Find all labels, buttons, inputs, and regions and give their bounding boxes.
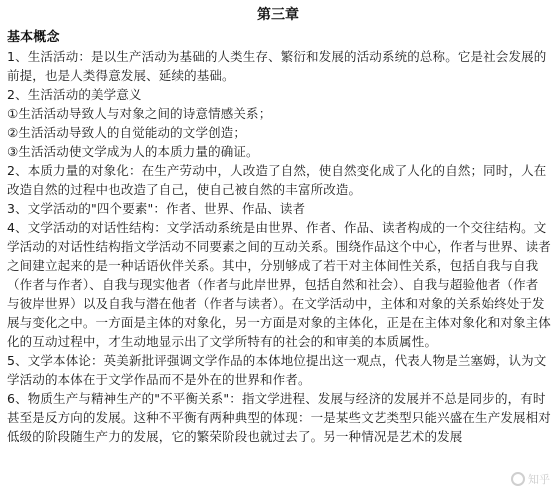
zhihu-logo-icon	[511, 472, 525, 486]
watermark	[511, 471, 550, 487]
paragraph-5: ③生活活动使文学成为人的本质力量的确证。	[7, 144, 259, 159]
watermark-text: 知乎	[528, 473, 550, 486]
paragraph-1: 1、生活活动：是以生产活动为基础的人类生存、繁衍和发展的活动系统的总称。它是社会发展的前提，也是人类得意发展、延续的基础。	[7, 49, 547, 83]
paragraph-3: ①生活活动导致人与对象之间的诗意情感关系；	[7, 106, 272, 121]
paragraph-9: 5、文学本体论：英美新批评强调文学作品的本体地位提出这一观点，代表人物是兰塞姆，认为文学活动的本体在于文学作品而不是外在的世界和作者。	[7, 353, 547, 387]
paragraph-8: 4、文学活动的对话性结构：文学活动系统是由世界、作者、作品、读者构成的一个交往结构。文学活动的对话性结构指文学活动不同要素之间的互动关系。围绕作品这个中心，作者与世界、读者之间建立起来的是一种话语伙伴关系。其中，分别够成了若干对主体间性关系，包括自我与自我（作者与作者）、自我与现实他者（作者与此岸世界，包括自然和社会）、自我与超验他者（作者与彼岸世界）以及自我与潜在他者（作者与读者）。在文学活动中，主体和对象的关系始终处于发展与变化之中。一方面是主体的对象化，另一方面是对象的主体化，正是在主体对象化和对象主体化的互动过程中，才生动地显示出了文学所特有的社会的和审美的本质属性。	[7, 220, 551, 349]
paragraph-7: 3、文学活动的"四个要素"：作者、世界、作品、读者	[7, 201, 306, 216]
paragraph-6: 2、本质力量的对象化：在生产劳动中，人改造了自然，使自然变化成了人化的自然；同时，人在改造自然的过程中也改造了自己，使自己被自然的丰富所改造。	[7, 163, 547, 197]
section-heading: 基本概念	[7, 30, 60, 45]
paragraph-2: 2、生活活动的美学意义	[7, 87, 142, 102]
chapter-title: 第三章	[257, 7, 299, 23]
paragraph-4: ②生活活动导致人的自觉能动的文学创造；	[7, 125, 247, 140]
document-body	[7, 28, 551, 446]
paragraph-10: 6、物质生产与精神生产的"不平衡关系"：指文学进程、发展与经济的发展并不总是同步的，有时甚至是反方向的发展。这种不平衡有两种典型的体现：一是某些文艺类型只能兴盛在生产发展相对低级的阶段随生产力的发展，它的繁荣阶段也就过去了。另一种情况是艺术的发展	[7, 391, 551, 444]
